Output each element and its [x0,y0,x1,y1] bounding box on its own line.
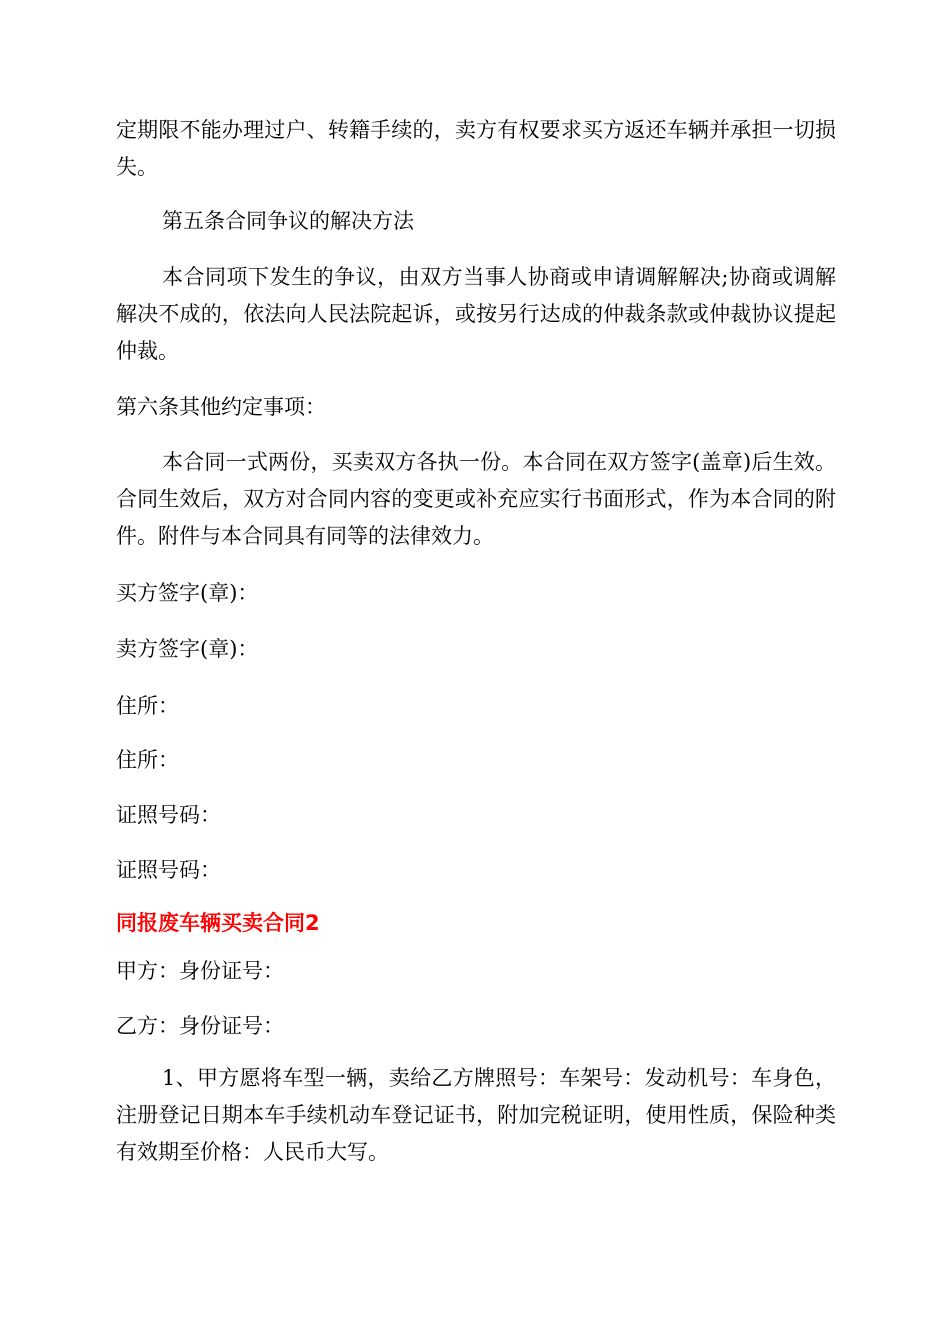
paragraph-dispute-resolution: 本合同项下发生的争议，由双方当事人协商或申请调解解决;协商或调解解决不成的，依法向人民法院起诉，或按另行达成的仲裁条款或仲裁协议提起仲裁。 [116,265,836,363]
clause-one-paragraph: 1、甲方愿将车型一辆，卖给乙方牌照号：车架号：发动机号：车身色，注册登记日期本车手续机动车登记证书，附加完税证明，使用性质，保险种类有效期至价格：人民币大写。 [116,1066,836,1164]
article-five-title: 第五条合同争议的解决方法 [162,209,414,233]
seller-signature-line: 卖方签字(章)： [116,637,259,661]
paragraph-transfer-clause: 定期限不能办理过户、转籍手续的，卖方有权要求买方返还车辆并承担一切损失。 [116,118,836,179]
seller-address-line: 住所： [116,748,179,772]
section-title: 同报废车辆买卖合同2 [116,911,320,935]
article-six-title: 第六条其他约定事项： [116,395,326,419]
paragraph-other-matters: 本合同一式两份，买卖双方各执一份。本合同在双方签字(盖章)后生效。合同生效后，双方对合同内容的变更或补充应实行书面形式，作为本合同的附件。附件与本合同具有同等的法律效力。 [116,450,836,548]
party-a-line: 甲方：身份证号： [116,959,284,983]
seller-id-number-line: 证照号码： [116,858,221,882]
buyer-signature-line: 买方签字(章)： [116,581,259,605]
buyer-address-line: 住所： [116,694,179,718]
party-b-line: 乙方：身份证号： [116,1014,284,1038]
buyer-id-number-line: 证照号码： [116,803,221,827]
